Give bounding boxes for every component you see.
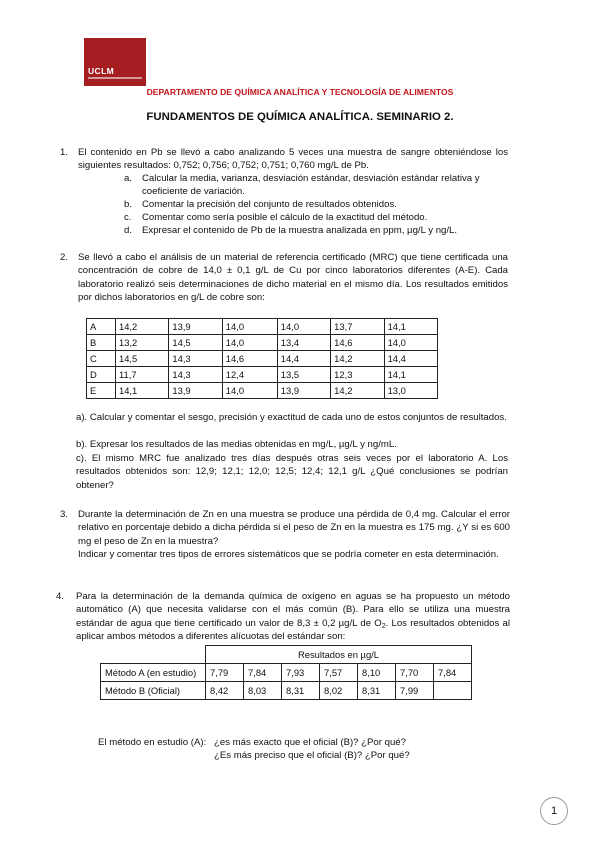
table-row: [87, 319, 438, 335]
table-cell: 7,57: [320, 664, 358, 682]
part-b: b). Expresar los resultados de las medias obtenidas en mg/L, µg/L y ng/mL.: [76, 439, 397, 450]
question-number: 4.: [56, 591, 65, 602]
table-cell: 14,6: [331, 335, 384, 351]
table-cell: 13,9: [169, 383, 222, 399]
table-cell: 14,4: [384, 351, 437, 367]
table-cell: 14,1: [384, 367, 437, 383]
question-label: El método en estudio (A):: [98, 737, 207, 748]
department-name: DEPARTAMENTO DE QUÍMICA ANALÍTICA Y TECNOLOGÍA DE ALIMENTOS: [146, 87, 454, 97]
item-text: Calcular la media, varianza, desviación estándar, desviación estándar relativa y coeficiente de variación.: [142, 173, 480, 198]
table-cell: 13,9: [277, 383, 330, 399]
logo-text: UCLM: [88, 66, 115, 76]
logo-underline: [88, 77, 142, 79]
table-cell: 7,79: [206, 664, 244, 682]
table-cell: 13,9: [169, 319, 222, 335]
table-cell: 8,31: [358, 682, 396, 700]
page-number: 1: [540, 797, 568, 825]
table-cell: 8,10: [358, 664, 396, 682]
table-cell: 14,2: [331, 351, 384, 367]
table-cell: 14,0: [222, 335, 277, 351]
table-cell: 7,93: [282, 664, 320, 682]
item-letter: b.: [124, 199, 133, 210]
table-cell: 14,5: [169, 335, 222, 351]
table-cell: 13,0: [384, 383, 437, 399]
question-text: Durante la determinación de Zn en una muestra se produce una pérdida de 0,4 mg. Calcular el error relativo en porcentaje debido a dicha pérdida si el peso de Zn en la muestra es 175 mg. ¿Y si es 600 mg el peso de Zn en la muestra?: [78, 509, 510, 547]
part-a: a). Calcular y comentar el sesgo, precisión y exactitud de cada uno de estos conjuntos de resultados.: [76, 412, 507, 423]
table-cell: 7,70: [396, 664, 434, 682]
table-cell: B: [87, 335, 116, 351]
table-cell: 8,42: [206, 682, 244, 700]
table-cell: 14,6: [222, 351, 277, 367]
table-cell: 14,4: [277, 351, 330, 367]
table-cell: A: [87, 319, 116, 335]
table-cell: 14,5: [116, 351, 169, 367]
table-corner: [101, 646, 206, 664]
item-letter: c.: [124, 212, 132, 223]
table-cell: 14,1: [384, 319, 437, 335]
question-precision: ¿Es más preciso que el oficial (B)? ¿Por qué?: [214, 750, 410, 761]
copper-results-table: [86, 318, 438, 399]
table-cell: E: [87, 383, 116, 399]
table-row: [101, 682, 472, 700]
item-text: Comentar la precisión del conjunto de resultados obtenidos.: [142, 199, 397, 210]
item-text: Comentar como sería posible el cálculo de la exactitud del método.: [142, 212, 428, 223]
table-cell: 8,31: [282, 682, 320, 700]
question-number: 2.: [60, 252, 69, 263]
table-cell: 14,0: [222, 319, 277, 335]
item-letter: a.: [124, 173, 133, 184]
subscript: 2: [381, 622, 386, 630]
table-cell: 14,2: [331, 383, 384, 399]
oxygen-demand-table: [100, 645, 472, 700]
table-cell: 14,3: [169, 351, 222, 367]
table-cell: 12,4: [222, 367, 277, 383]
table-cell: 13,2: [116, 335, 169, 351]
question-text-2: Indicar y comentar tres tipos de errores sistemáticos que se podría cometer en esta determinación.: [78, 549, 499, 560]
table-row: [87, 335, 438, 351]
table-row: [101, 664, 472, 682]
table-cell: 7,99: [396, 682, 434, 700]
question-text: El contenido en Pb se llevó a cabo analizando 5 veces una muestra de sangre obteniéndose los siguientes resultados: 0,752; 0,756; 0,752; 0,751; 0,760 mg/L de Pb.: [78, 147, 508, 172]
table-cell: 13,5: [277, 367, 330, 383]
row-label: Método B (Oficial): [101, 682, 206, 700]
table-cell: 8,02: [320, 682, 358, 700]
table-cell: 11,7: [116, 367, 169, 383]
table-cell: 14,0: [277, 319, 330, 335]
table-cell: 7,84: [434, 664, 472, 682]
table-cell: 14,2: [116, 319, 169, 335]
table-row: [87, 383, 438, 399]
question-accuracy: ¿es más exacto que el oficial (B)? ¿Por qué?: [214, 737, 406, 748]
table-row: [87, 351, 438, 367]
university-logo: [84, 38, 146, 86]
part-c: c). El mismo MRC fue analizado tres días después otras seis veces por el laboratorio A. Los resultados obtenidos son: 12,9; 12,1; 12,0; 12,5; 12,4; 12,1 g/L ¿Qué conclusiones se podrían obtener?: [76, 453, 508, 491]
table-cell: 13,4: [277, 335, 330, 351]
table-cell: 7,84: [244, 664, 282, 682]
table-cell: C: [87, 351, 116, 367]
table-cell: 13,7: [331, 319, 384, 335]
table-cell: 14,3: [169, 367, 222, 383]
table-cell: D: [87, 367, 116, 383]
question-number: 3.: [60, 509, 69, 520]
question-number: 1.: [60, 147, 69, 158]
table-cell: 14,0: [222, 383, 277, 399]
question-text-post: . Los resultados obtenidos al aplicar ambos métodos a diferentes alícuotas del estándar son:: [76, 617, 510, 643]
table-cell: 8,03: [244, 682, 282, 700]
table-header: Resultados en µg/L: [206, 646, 472, 664]
question-text: [76, 590, 510, 644]
item-letter: d.: [124, 225, 133, 236]
table-header-row: [101, 646, 472, 664]
table-cell: 12,3: [331, 367, 384, 383]
table-cell: 14,0: [384, 335, 437, 351]
table-cell: 14,1: [116, 383, 169, 399]
table-row: [87, 367, 438, 383]
question-text: Se llevó a cabo el análisis de un material de referencia certificado (MRC) que tiene certificada una concentración de cobre de 14,0 ± 0,1 g/L de Cu por cinco laboratorios diferentes (A-E). Cada laboratorio realizó seis determinaciones de dicho material en el mismo día. Los resultados emitidos por dichos laboratorios en g/L de cobre son:: [78, 252, 508, 304]
row-label: Método A (en estudio): [101, 664, 206, 682]
question-text-pre: Para la determinación de la demanda química de oxígeno en aguas se ha propuesto un método automático (A) que necesita validarse con el más común (B). Para ello se utiliza una muestra estándar de agua que tiene certificado un valor de 8,3 ± 0,2 µg/L de O: [76, 591, 510, 629]
page-title: FUNDAMENTOS DE QUÍMICA ANALÍTICA. SEMINARIO 2.: [146, 111, 454, 123]
item-text: Expresar el contenido de Pb de la muestra analizada en ppm, µg/L y ng/L.: [142, 225, 458, 236]
table-cell: [434, 682, 472, 700]
